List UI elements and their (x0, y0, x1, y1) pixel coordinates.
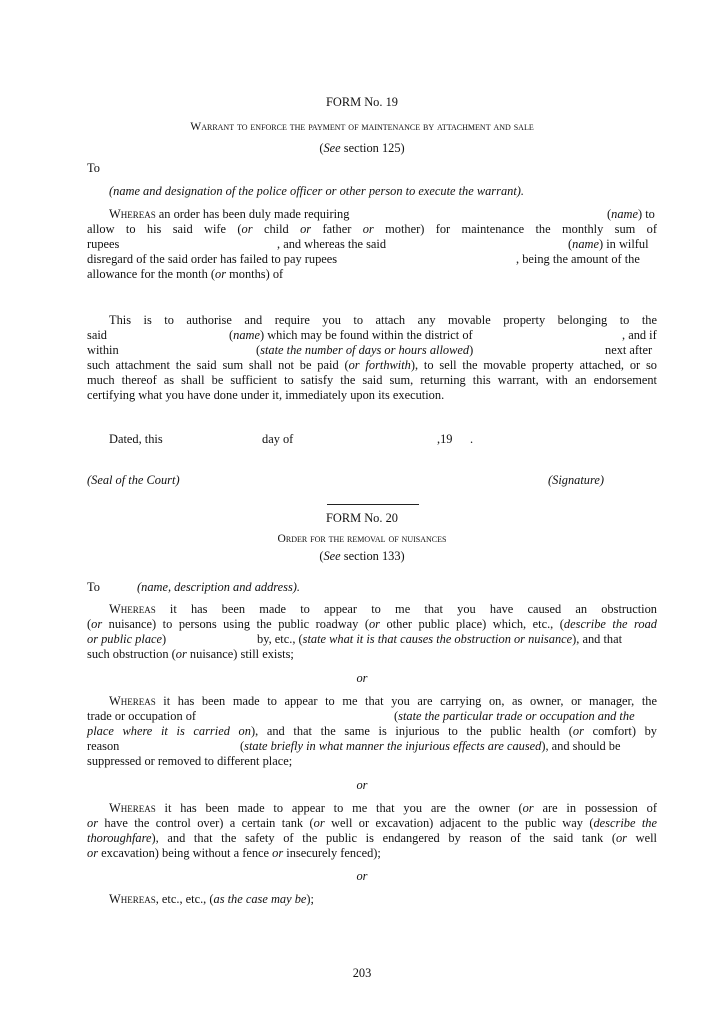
form19-heading: Warrant to enforce the payment of maintenance by attachment and sale (190, 120, 534, 133)
page-number: 203 (352, 966, 372, 980)
form20-to: To (87, 580, 100, 594)
form19-signature-label: (Signature) (548, 473, 604, 487)
form20-paragraph-4: Whereas, etc., etc., (as the case may be); (109, 892, 314, 906)
form20-title: FORM No. 20 (326, 511, 398, 525)
or-separator: or (356, 869, 368, 883)
form20-section-ref: (See section 133) (319, 549, 405, 563)
form19-dated-label: Dated, this (109, 432, 163, 446)
form19-to-description: (name and designation of the police officer or other person to execute the warrant). (109, 184, 525, 198)
form20-to-description: (name, description and address). (137, 580, 301, 594)
form19-title: FORM No. 19 (326, 95, 398, 109)
form20-heading: Order for the removal of nuisances (277, 532, 447, 545)
form19-day-of-label: day of (262, 432, 294, 446)
form19-to: To (87, 161, 100, 175)
section-divider (327, 504, 419, 505)
form19-year-label: ,19 (437, 432, 453, 446)
or-separator: or (356, 778, 368, 792)
form19-seal-label: (Seal of the Court) (87, 473, 180, 487)
form19-dated-period: . (470, 432, 474, 446)
form19-section-ref: (See section 125) (319, 141, 405, 155)
or-separator: or (356, 671, 368, 685)
